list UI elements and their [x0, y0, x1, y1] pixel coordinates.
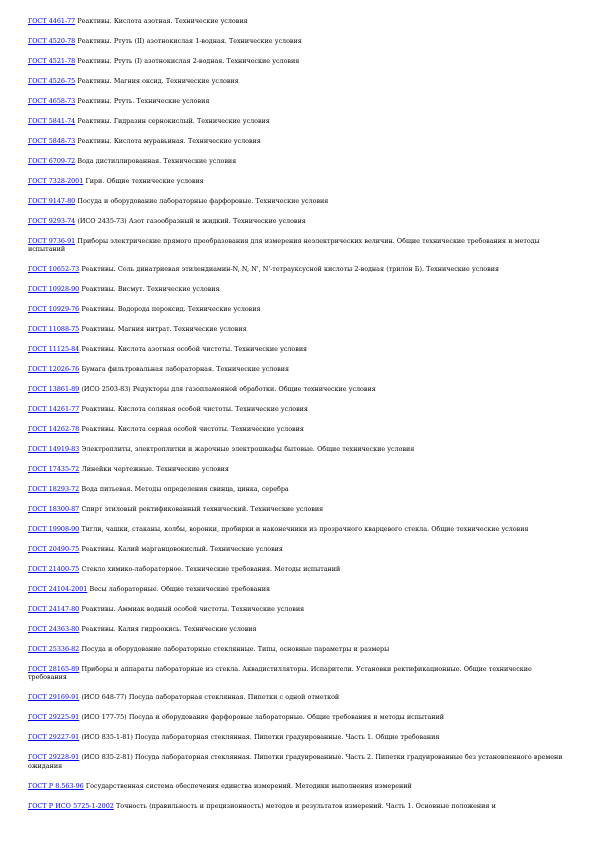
standard-code-link[interactable]: ГОСТ 14919-83: [28, 445, 80, 454]
standard-entry: [28, 405, 568, 413]
standard-code-link[interactable]: ГОСТ 14261-77: [28, 405, 80, 414]
standard-code-link[interactable]: ГОСТ 13861-89: [28, 385, 80, 394]
standard-title: (ИСО 835-2-81) Посуда лабораторная стеклянная. Пипетки градуированные. Часть 2. Пипетки градуированные без установленного времени ожидания: [28, 753, 563, 770]
standard-entry: [28, 645, 568, 653]
standard-entry: [28, 753, 568, 769]
standard-title: Тигли, чашки, стаканы, колбы, воронки, пробирки и наконечники из прозрачного кварцевого стекла. Общие технические условия: [81, 525, 529, 534]
standard-code-link[interactable]: ГОСТ 4526-75: [28, 77, 76, 85]
standard-title: Реактивы. Гидразин сернокислый. Технические условия: [77, 117, 270, 125]
standard-title: Реактивы. Кислота муравьиная. Технические условия: [77, 137, 261, 145]
standard-code-link[interactable]: ГОСТ Р ИСО 5725-1-2002: [28, 801, 114, 810]
standard-code-link[interactable]: ГОСТ 10928-90: [28, 285, 80, 294]
standard-code-link[interactable]: ГОСТ 11088-75: [28, 325, 80, 334]
standard-title: Электроплиты, электроплитки и жарочные электрошкафы бытовые. Общие технические условия: [81, 445, 415, 454]
standard-code-link[interactable]: ГОСТ 10929-76: [28, 305, 80, 314]
standard-title: Спирт этиловый ректификованный технический. Технические условия: [81, 505, 324, 514]
standard-code-link[interactable]: ГОСТ 5841-74: [28, 117, 76, 125]
standard-code-link[interactable]: ГОСТ 24363-80: [28, 625, 80, 634]
standard-code-link[interactable]: ГОСТ 10652-73: [28, 265, 80, 274]
standard-entry: [28, 625, 568, 633]
standard-entry: [28, 345, 568, 353]
standard-entry: [28, 117, 568, 125]
standard-title: Гири. Общие технические условия: [85, 177, 204, 185]
standard-title: Реактивы. Кислота соляная особой чистоты. Технические условия: [81, 405, 308, 414]
standard-entry: [28, 782, 568, 790]
standard-entry: [28, 465, 568, 473]
standard-entry: [28, 665, 568, 681]
standard-entry: [28, 237, 568, 253]
standard-code-link[interactable]: ГОСТ 20490-75: [28, 545, 80, 554]
standard-title: Приборы электрические прямого преобразования для измерения неэлектрических величин. Общие технические требования и методы испытаний: [28, 237, 540, 254]
standard-title: Линейки чертежные. Технические условия: [81, 465, 229, 474]
standard-code-link[interactable]: ГОСТ 29169-91: [28, 693, 80, 702]
standard-title: Реактивы. Водорода пероксид. Технические условия: [81, 305, 261, 314]
standard-title: Реактивы. Соль динатриевая этилендиамин-N, N, N', N'-тетрауксусной кислоты 2-водная (трилон Б). Технические условия: [81, 265, 499, 274]
standard-title: Реактивы. Калия гидроокись. Технические условия: [81, 625, 257, 634]
standard-entry: [28, 693, 568, 701]
standard-code-link[interactable]: ГОСТ 9147-80: [28, 197, 76, 205]
standard-code-link[interactable]: ГОСТ 12026-76: [28, 365, 80, 374]
standard-title: Бумага фильтровальная лабораторная. Технические условия: [81, 365, 289, 374]
standard-entry: [28, 713, 568, 721]
standard-code-link[interactable]: ГОСТ 19908-90: [28, 525, 80, 534]
standard-title: (ИСО 177-75) Посуда и оборудование фарфоровые лабораторные. Общие требования и методы испытаний: [81, 713, 445, 722]
standard-entry: [28, 485, 568, 493]
standard-title: Реактивы. Кислота серная особой чистоты. Технические условия: [81, 425, 304, 434]
standard-code-link[interactable]: ГОСТ 29225-91: [28, 713, 80, 722]
standard-code-link[interactable]: ГОСТ 11125-84: [28, 345, 80, 354]
standard-entry: [28, 425, 568, 433]
standard-entry: [28, 37, 568, 45]
standard-title: Приборы и аппараты лабораторные из стекла. Аквадистилляторы. Испарители. Установки ректификационные. Общие технические требования: [28, 665, 532, 682]
document-body: [28, 17, 568, 822]
standard-code-link[interactable]: ГОСТ 21400-75: [28, 565, 80, 574]
standard-title: Посуда и оборудование лабораторные фарфоровые. Технические условия: [77, 197, 329, 205]
standard-code-link[interactable]: ГОСТ 29228-91: [28, 753, 80, 762]
standard-title: Весы лабораторные. Общие технические требования: [89, 585, 270, 594]
standard-title: Вода дистиллированная. Технические условия: [77, 157, 237, 165]
standard-entry: [28, 177, 568, 185]
standard-entry: [28, 157, 568, 165]
standard-title: Реактивы. Калий марганцовокислый. Технические условия: [81, 545, 283, 554]
standard-title: (ИСО 2503-83) Редукторы для газопламенной обработки. Общие технические условия: [81, 385, 376, 394]
standard-entry: [28, 545, 568, 553]
standard-code-link[interactable]: ГОСТ 28165-89: [28, 665, 80, 674]
standard-title: Реактивы. Висмут. Технические условия: [81, 285, 220, 294]
standard-title: (ИСО 648-77) Посуда лабораторная стеклянная. Пипетки с одной отметкой: [81, 693, 340, 702]
standard-code-link[interactable]: ГОСТ 5848-73: [28, 137, 76, 145]
standard-title: Стекло химико-лабораторное. Технические требования. Методы испытаний: [81, 565, 341, 574]
standard-title: Государственная система обеспечения единства измерений. Методики выполнения измерений: [85, 781, 412, 790]
standard-entry: [28, 385, 568, 393]
standard-code-link[interactable]: ГОСТ 29227-91: [28, 733, 80, 742]
standard-entry: [28, 802, 568, 810]
standard-title: Реактивы. Ртуть (II) азотнокислая 1-водная. Технические условия: [77, 37, 302, 45]
standard-entry: [28, 137, 568, 145]
standard-code-link[interactable]: ГОСТ 18293-72: [28, 485, 80, 494]
standard-entry: [28, 605, 568, 613]
standard-title: (ИСО 835-1-81) Посуда лабораторная стеклянная. Пипетки градуированные. Часть 1. Общие требования: [81, 733, 440, 742]
standard-code-link[interactable]: ГОСТ 17435-72: [28, 465, 80, 474]
standard-code-link[interactable]: ГОСТ 4461-77: [28, 17, 76, 25]
standard-title: Реактивы. Магния нитрат. Технические условия: [81, 325, 247, 334]
standard-code-link[interactable]: ГОСТ Р 8.563-96: [28, 781, 84, 790]
standard-title: Посуда и оборудование лабораторные стеклянные. Типы, основные параметры и размеры: [81, 645, 390, 654]
standard-entry: [28, 197, 568, 205]
standard-title: Реактивы. Аммиак водный особой чистоты. Технические условия: [81, 605, 305, 614]
standard-entry: [28, 565, 568, 573]
standard-code-link[interactable]: ГОСТ 25336-82: [28, 645, 80, 654]
standard-entry: [28, 265, 568, 273]
standard-entry: [28, 365, 568, 373]
standard-entry: [28, 17, 568, 25]
standard-code-link[interactable]: ГОСТ 7328-2001: [28, 177, 84, 185]
standard-code-link[interactable]: ГОСТ 6709-72: [28, 157, 76, 165]
standard-title: (ИСО 2435-73) Азот газообразный и жидкий. Технические условия: [77, 217, 306, 225]
standard-title: Вода питьевая. Методы определения свинца, цинка, серебра: [81, 485, 289, 494]
standard-title: Точность (правильность и прецизионность) методов и результатов измерений. Часть 1. Основные положения и: [116, 801, 496, 810]
standard-title: Реактивы. Магния оксид. Технические условия: [77, 77, 239, 85]
standard-entry: [28, 285, 568, 293]
standard-code-link[interactable]: ГОСТ 14262-78: [28, 425, 80, 434]
standard-entry: [28, 585, 568, 593]
standard-entry: [28, 57, 568, 65]
standard-entry: [28, 505, 568, 513]
standard-title: Реактивы. Кислота азотная. Технические условия: [77, 17, 248, 25]
standard-entry: [28, 525, 568, 533]
standard-code-link[interactable]: ГОСТ 4521-78: [28, 57, 76, 65]
standard-code-link[interactable]: ГОСТ 4520-78: [28, 37, 76, 45]
standard-code-link[interactable]: ГОСТ 4658-73: [28, 97, 76, 105]
standard-title: Реактивы. Кислота азотная особой чистоты. Технические условия: [81, 345, 308, 354]
standard-entry: [28, 217, 568, 225]
standard-code-link[interactable]: ГОСТ 18300-87: [28, 505, 80, 514]
standard-entry: [28, 325, 568, 333]
standard-code-link[interactable]: ГОСТ 24104-2001: [28, 585, 88, 594]
standard-code-link[interactable]: ГОСТ 24147-80: [28, 605, 80, 614]
standard-entry: [28, 97, 568, 105]
standard-entry: [28, 445, 568, 453]
standard-title: Реактивы. Ртуть. Технические условия: [77, 97, 210, 105]
standard-code-link[interactable]: ГОСТ 9293-74: [28, 217, 76, 225]
standard-entry: [28, 305, 568, 313]
standard-code-link[interactable]: ГОСТ 9736-91: [28, 237, 76, 245]
standard-title: Реактивы. Ртуть (I) азотнокислая 2-водная. Технические условия: [77, 57, 300, 65]
standard-entry: [28, 733, 568, 741]
standard-entry: [28, 77, 568, 85]
